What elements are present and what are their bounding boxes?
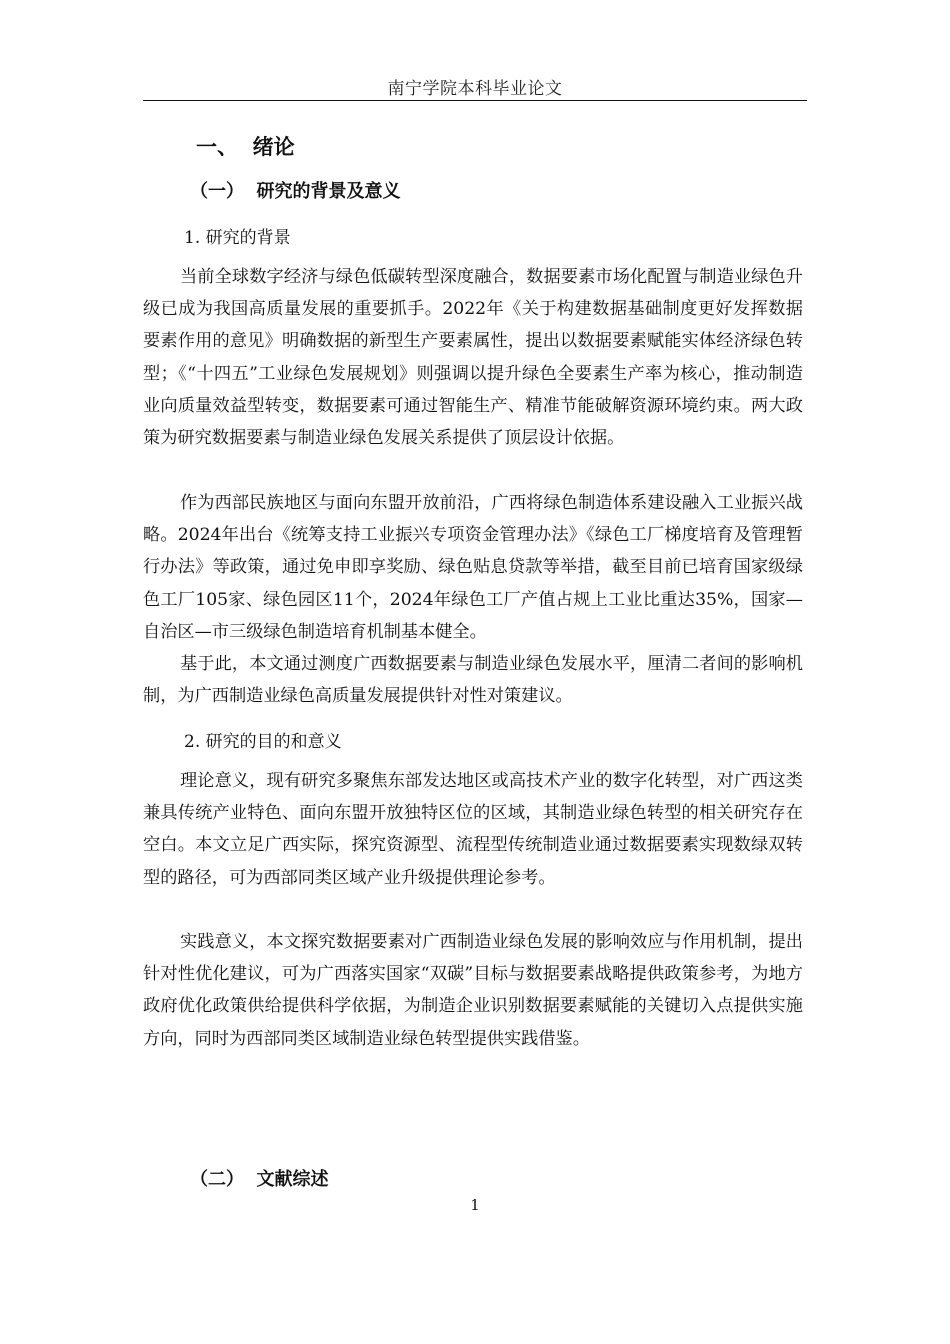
section-heading-literature-review: （二） 文献综述: [190, 1169, 329, 1190]
paragraph-background-2: 作为西部民族地区与面向东盟开放前沿，广西将绿色制造体系建设融入工业振兴战略。2024年出台《统筹支持工业振兴专项资金管理办法》《绿色工厂梯度培育及管理暂行办法》等政策，通过免申即享奖励、绿色贴息贷款等举措，截至目前已培育国家级绿色工厂105家、绿色园区11个，2024年绿色工厂产值占规上工业比重达35%，国家—自治区—市三级绿色制造培育机制基本健全。: [143, 493, 803, 642]
page-header-title: 南宁学院本科毕业论文: [387, 79, 563, 99]
chapter-heading: 一、 绪论: [196, 135, 295, 159]
paragraph-background-1: 当前全球数字经济与绿色低碳转型深度融合，数据要素市场化配置与制造业绿色升级已成为我国高质量发展的重要抓手。2022年《关于构建数据基础制度更好发挥数据要素作用的意见》明确数据的新型生产要素属性，提出以数据要素赋能实体经济绿色转型；《“十四五”工业绿色发展规划》则强调以提升绿色全要素生产率为核心，推动制造业向质量效益型转变，数据要素可通过智能生产、精准节能破解资源环境约束。两大政策为研究数据要素与制造业绿色发展关系提供了顶层设计依据。: [143, 267, 803, 449]
paragraph-practice-significance: 实践意义，本文探究数据要素对广西制造业绿色发展的影响效应与作用机制，提出针对性优化建议，可为广西落实国家“双碳”目标与数据要素战略提供政策参考，为地方政府优化政策供给提供科学依据，为制造企业识别数据要素赋能的关键切入点提供实施方向，同时为西部同类区域制造业绿色转型提供实践借鉴。: [143, 932, 803, 1049]
page-number: 1: [470, 1196, 480, 1214]
subsection-heading-background: 1. 研究的背景: [184, 228, 291, 248]
section-heading-background: （一） 研究的背景及意义: [190, 181, 401, 202]
paragraph-background-3: 基于此，本文通过测度广西数据要素与制造业绿色发展水平，厘清二者间的影响机制，为广西制造业绿色高质量发展提供针对性对策建议。: [143, 654, 803, 707]
header-divider: [143, 100, 807, 101]
subsection-heading-purpose: 2. 研究的目的和意义: [184, 732, 342, 752]
paragraph-theory-significance: 理论意义，现有研究多聚焦东部发达地区或高技术产业的数字化转型，对广西这类兼具传统产业特色、面向东盟开放独特区位的区域，其制造业绿色转型的相关研究存在空白。本文立足广西实际，探究资源型、流程型传统制造业通过数据要素实现数绿双转型的路径，可为西部同类区域产业升级提供理论参考。: [143, 771, 803, 888]
